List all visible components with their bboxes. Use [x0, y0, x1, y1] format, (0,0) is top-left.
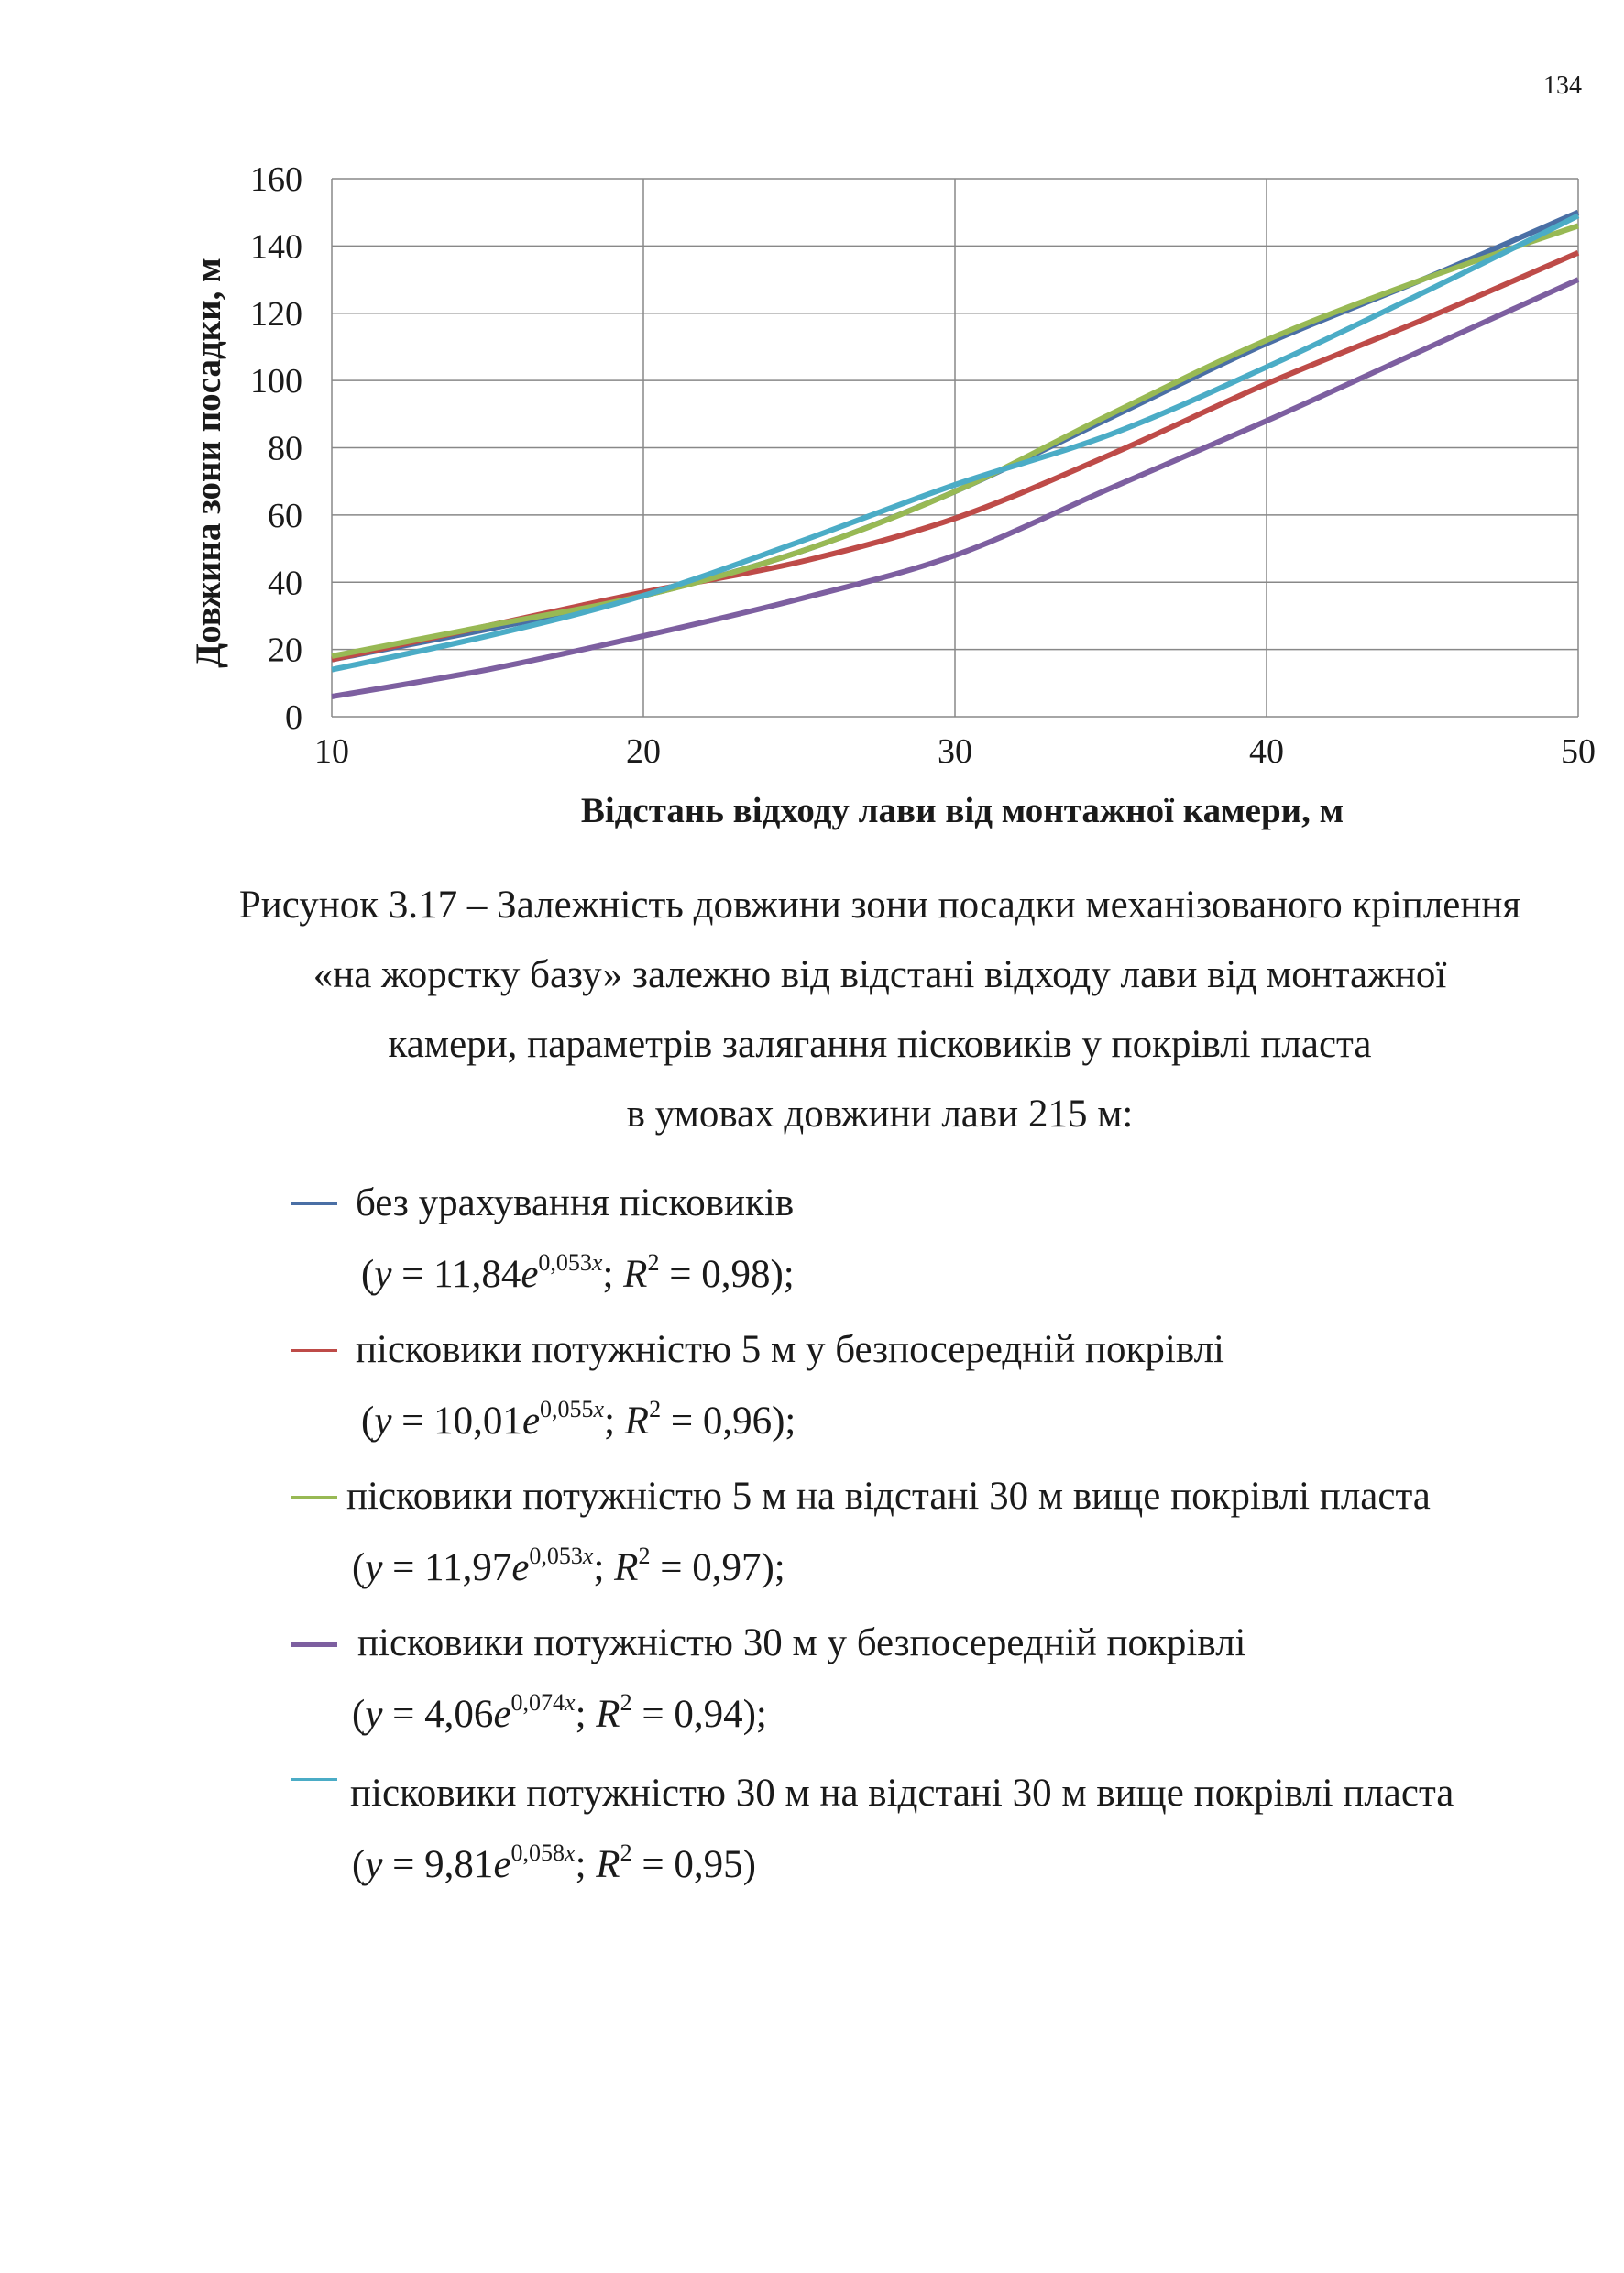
legend-swatch: [291, 1202, 337, 1205]
formula-r2: = 0,97);: [650, 1546, 785, 1589]
formula-x: x: [593, 1396, 605, 1422]
legend-label: пісковики потужністю 30 м у безпосередній покрівлі: [357, 1621, 1246, 1664]
formula-y: y: [374, 1253, 392, 1296]
x-axis-label: Відстань відходу лави від монтажної камери, м: [580, 791, 1344, 830]
x-tick-label: 40: [1249, 732, 1284, 771]
legend-swatch: [291, 1642, 337, 1647]
page-number: 134: [1543, 71, 1582, 100]
legend-label: без урахування пісковиків: [356, 1181, 795, 1224]
formula-x: x: [565, 1689, 576, 1716]
y-tick-labels: [250, 160, 302, 737]
x-tick-label: 50: [1561, 732, 1596, 771]
formula-coef: = 11,84: [391, 1253, 521, 1296]
legend-item: [0, 1162, 1624, 1309]
formula-sq: 2: [647, 1249, 660, 1276]
legend-formula: [352, 1689, 767, 1738]
formula-R: R: [624, 1400, 650, 1443]
y-tick-label: 0: [285, 698, 302, 737]
legend-swatch: [291, 1349, 337, 1352]
formula-y: y: [365, 1693, 383, 1736]
y-tick-label: 80: [268, 429, 302, 468]
formula-paren: (: [361, 1400, 375, 1443]
formula-e: e: [493, 1693, 511, 1736]
legend-formula: [352, 1545, 785, 1591]
caption-line-4: в умовах довжини лави 215 м:: [626, 1093, 1134, 1136]
formula-coef: = 10,01: [391, 1400, 522, 1443]
formula-e: e: [511, 1546, 530, 1589]
formula-exp: 0,053x: [538, 1249, 603, 1276]
formula-coef: = 4,06: [382, 1693, 494, 1736]
formula-y: y: [374, 1400, 392, 1443]
formula-r2: = 0,98);: [659, 1253, 795, 1296]
formula-coef: = 11,97: [382, 1546, 512, 1589]
formula-y: y: [365, 1546, 383, 1589]
formula-sep: ;: [602, 1253, 624, 1296]
formula-exp: 0,055x: [540, 1396, 605, 1422]
formula-R: R: [596, 1843, 620, 1886]
legend-formula: [352, 1839, 756, 1888]
y-tick-label: 40: [268, 564, 302, 603]
formula-x: x: [565, 1839, 576, 1866]
formula-paren: (: [361, 1253, 375, 1296]
x-tick-label: 10: [314, 732, 349, 771]
chart-grid: [332, 179, 1578, 717]
caption-line-2: «на жорстку базу» залежно від відстані відходу лави від монтажної: [313, 953, 1447, 996]
formula-paren: (: [352, 1843, 366, 1886]
formula-sep: ;: [575, 1693, 597, 1736]
legend-label: пісковики потужністю 5 м на відстані 30 м вище покрівлі пласта: [346, 1475, 1431, 1518]
line-chart: [0, 0, 1624, 852]
formula-r2: = 0,95): [631, 1843, 756, 1886]
formula-sq: 2: [649, 1396, 662, 1422]
y-tick-label: 140: [250, 227, 302, 267]
formula-sq: 2: [620, 1839, 632, 1866]
formula-e: e: [521, 1253, 539, 1296]
formula-paren: (: [352, 1546, 366, 1589]
y-tick-label: 20: [268, 631, 302, 670]
formula-x: x: [582, 1543, 594, 1569]
caption-line-1: Рисунок 3.17 – Залежність довжини зони посадки механізованого кріплення: [238, 884, 1521, 927]
formula-y: y: [365, 1843, 383, 1886]
formula-x: x: [591, 1249, 603, 1276]
formula-exp: 0,074x: [510, 1689, 576, 1716]
y-axis-label: Довжина зони посадки, м: [189, 258, 228, 668]
y-tick-label: 160: [250, 160, 302, 199]
formula-sq: 2: [620, 1689, 632, 1716]
formula-r2: = 0,96);: [661, 1400, 796, 1443]
formula-sep: ;: [593, 1546, 615, 1589]
legend-item: [0, 1455, 1624, 1602]
legend-formula: [361, 1249, 795, 1298]
x-tick-labels: [314, 732, 1596, 771]
legend-formula: [361, 1396, 796, 1444]
formula-r2: = 0,94);: [631, 1693, 767, 1736]
legend-swatch: [291, 1496, 337, 1499]
legend-item: [0, 1309, 1624, 1455]
legend-label: пісковики потужністю 30 м на відстані 30 м вище покрівлі пласта: [350, 1772, 1454, 1815]
formula-paren: (: [352, 1693, 366, 1736]
y-tick-label: 100: [250, 362, 302, 401]
y-tick-label: 120: [250, 294, 302, 334]
formula-exp: 0,058x: [510, 1839, 576, 1866]
formula-R: R: [614, 1546, 639, 1589]
formula-exp: 0,053x: [529, 1543, 594, 1569]
formula-e: e: [493, 1843, 511, 1886]
formula-coef: = 9,81: [382, 1843, 494, 1886]
formula-sep: ;: [575, 1843, 597, 1886]
formula-R: R: [596, 1693, 620, 1736]
formula-e: e: [521, 1400, 541, 1443]
figure-caption: [165, 871, 1595, 1149]
x-tick-label: 30: [938, 732, 972, 771]
x-tick-label: 20: [626, 732, 661, 771]
legend-item: [0, 1602, 1624, 1749]
formula-sep: ;: [604, 1400, 625, 1443]
caption-line-3: камери, параметрів залягання пісковиків у покрівлі пласта: [388, 1023, 1372, 1066]
y-tick-label: 60: [268, 496, 302, 535]
formula-sq: 2: [638, 1543, 651, 1569]
legend-swatch: [291, 1778, 337, 1781]
legend-label: пісковики потужністю 5 м у безпосередній покрівлі: [356, 1328, 1224, 1371]
legend-item: [0, 1749, 1624, 1895]
formula-R: R: [623, 1253, 648, 1296]
